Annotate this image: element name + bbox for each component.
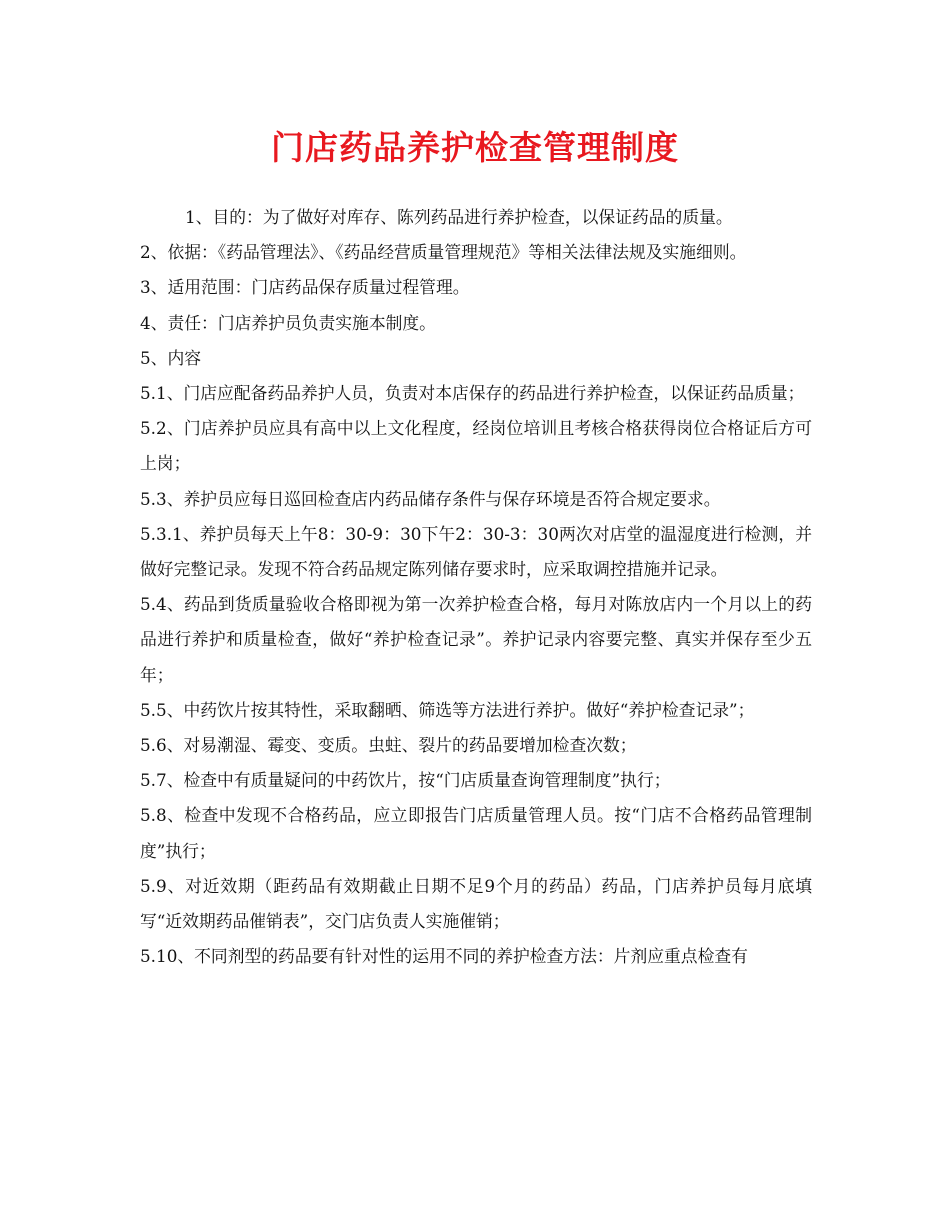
paragraph-5-3-1: 5.3.1、养护员每天上午8：30-9：30下午2：30-3：30两次对店堂的温湿度进行检测，并做好完整记录。发现不符合药品规定陈列储存要求时，应采取调控措施并记录。 xyxy=(140,523,812,580)
paragraph-5-7: 5.7、检查中有质量疑问的中药饮片，按“门店质量查询管理制度”执行； xyxy=(140,770,671,791)
paragraph-5-8: 5.8、检查中发现不合格药品，应立即报告门店质量管理人员。按“门店不合格药品管理制度”执行； xyxy=(140,805,812,861)
paragraph-5-5: 5.5、中药饮片按其特性，采取翻晒、筛选等方法进行养护。做好“养护检查记录”； xyxy=(140,699,755,720)
paragraph-5-2: 5.2、门店养护员应具有高中以上文化程度，经岗位培训且考核合格获得岗位合格证后方可上岗； xyxy=(140,418,812,474)
paragraph-content-heading: 5、内容 xyxy=(140,347,202,368)
paragraph-scope: 3、适用范围：门店药品保存质量过程管理。 xyxy=(140,277,470,298)
paragraph-purpose: 1、目的：为了做好对库存、陈列药品进行养护检查，以保证药品的质量。 xyxy=(185,207,733,227)
paragraph-5-9: 5.9、对近效期（距药品有效期截止日期不足9个月的药品）药品，门店养护员每月底填写“近效期药品催销表”，交门店负责人实施催销； xyxy=(140,875,812,932)
paragraph-5-6: 5.6、对易潮湿、霉变、变质。虫蛀、裂片的药品要增加检查次数； xyxy=(140,735,637,756)
paragraph-5-3: 5.3、养护员应每日巡回检查店内药品储存条件与保存环境是否符合规定要求。 xyxy=(140,488,721,509)
paragraph-5-4: 5.4、药品到货质量验收合格即视为第一次养护检查合格，每月对陈放店内一个月以上的药品进行养护和质量检查，做好“养护检查记录”。养护记录内容要完整、真实并保存至少五年； xyxy=(140,594,812,685)
paragraph-5-1: 5.1、门店应配备药品养护人员，负责对本店保存的药品进行养护检查，以保证药品质量； xyxy=(140,383,805,404)
document-title: 门店药品养护检查管理制度 xyxy=(271,128,679,167)
paragraph-basis: 2、依据：《药品管理法》、《药品经营质量管理规范》等相关法律法规及实施细则。 xyxy=(140,242,747,263)
document-body xyxy=(140,200,812,974)
paragraph-responsibility: 4、责任：门店养护员负责实施本制度。 xyxy=(140,312,436,333)
paragraph-5-10: 5.10、不同剂型的药品要有针对性的运用不同的养护检查方法：片剂应重点检查有 xyxy=(140,946,748,967)
